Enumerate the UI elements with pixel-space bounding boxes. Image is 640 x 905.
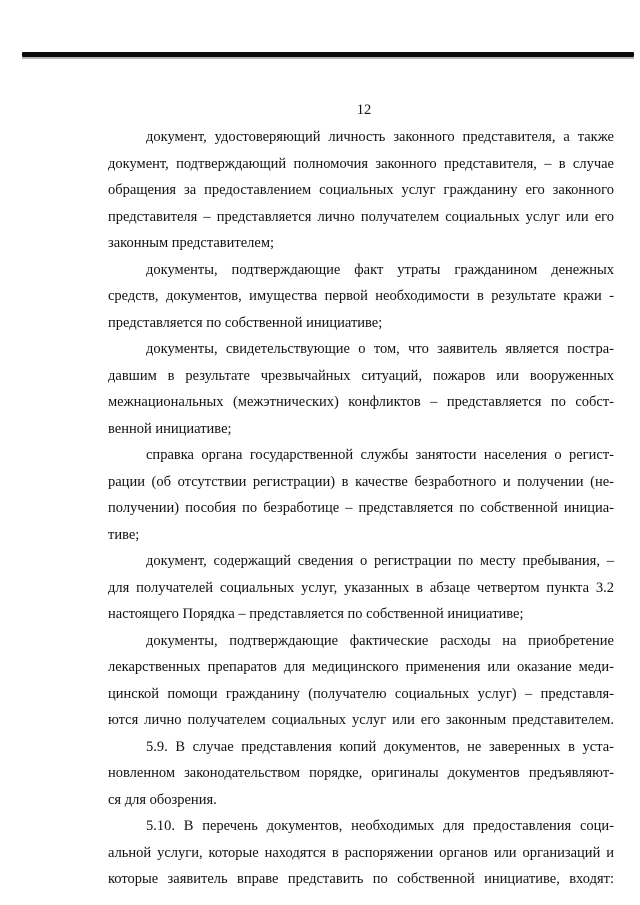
text-line: обращения за предоставлением социальных услуг гражданину его законного [108, 182, 614, 198]
text-line: настоящего Порядка – представляется по собственной инициативе; [108, 606, 524, 622]
text-line: 5.10. В перечень документов, необходимых для предоставления соци- [146, 818, 614, 834]
text-line: документы, свидетельствующие о том, что заявитель является постра- [146, 341, 614, 357]
text-line: ются лично получателем социальных услуг или его законным представителем. [108, 712, 614, 728]
text-line: законным представителем; [108, 235, 275, 251]
text-line: документ, удостоверяющий личность законного представителя, а также [146, 129, 614, 145]
text-line: средств, документов, имущества первой необходимости в результате кражи - [108, 288, 614, 304]
text-line: которые заявитель вправе представить по собственной инициативе, входят: [108, 871, 614, 887]
text-line: межнациональных (межэтнических) конфликтов – представляется по собст- [108, 394, 614, 410]
text-line: получении) пособия по безработице – представляется по собственной инициа- [108, 500, 614, 516]
text-line: рации (об отсутствии регистрации) в качестве безработного и получении (не- [108, 473, 614, 490]
text-line: давшим в результате чрезвычайных ситуаций, пожаров или вооруженных [108, 367, 614, 384]
text-line: тиве; [108, 526, 140, 543]
text-line: справка органа государственной службы занятости населения о регист- [146, 447, 614, 463]
text-line: документ, подтверждающий полномочия законного представителя, – в случае [108, 155, 614, 172]
text-line: лекарственных препаратов для медицинского применения или оказание меди- [108, 659, 614, 675]
text-line: цинской помощи гражданину (получателю социальных услуг) – представля- [108, 685, 614, 702]
text-line: документы, подтверждающие фактические расходы на приобретение [146, 632, 614, 649]
text-line: представителя – представляется лично получателем социальных услуг или его [108, 208, 614, 225]
text-line: новленном законодательством порядке, оригиналы документов предъявляют- [108, 765, 614, 781]
page-number: 12 [356, 102, 372, 118]
text-line: ся для обозрения. [108, 791, 217, 808]
text-line: альной услуги, которые находятся в распоряжении органов или организаций и [108, 844, 614, 861]
text-line: документы, подтверждающие факт утраты гражданином денежных [146, 261, 614, 278]
text-line: для получателей социальных услуг, указанных в абзаце четвертом пункта 3.2 [108, 579, 614, 596]
text-line: 5.9. В случае представления копий документов, не заверенных в уста- [146, 738, 614, 755]
text-line: венной инициативе; [108, 420, 232, 437]
document-body [108, 124, 614, 893]
text-line: представляется по собственной инициативе; [108, 314, 383, 331]
scan-top-border-shadow [22, 57, 634, 59]
text-line: документ, содержащий сведения о регистрации по месту пребывания, – [146, 553, 614, 569]
